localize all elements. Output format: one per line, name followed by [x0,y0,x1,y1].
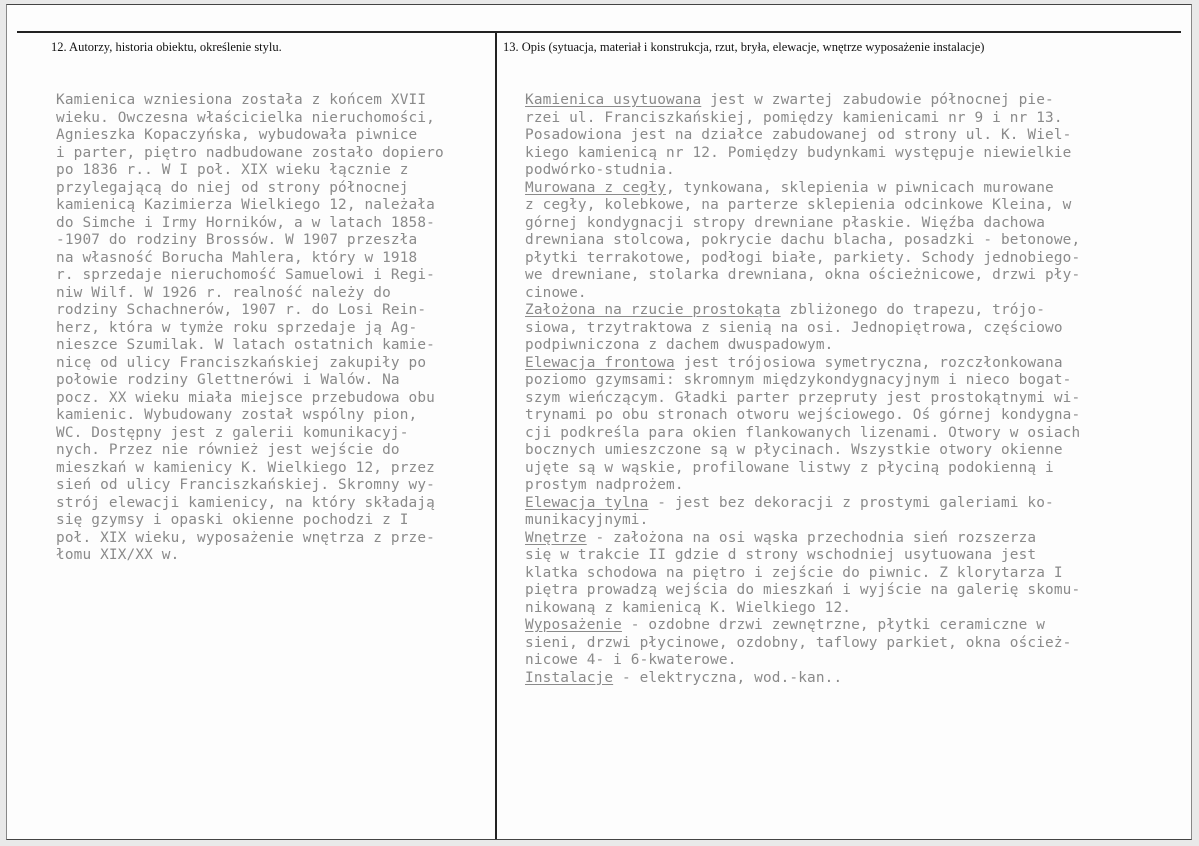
description-text-run: siowa, trzytraktowa z sienią na osi. Jednopiętrowa, częściowo [525,319,1063,336]
description-line [525,110,1080,128]
description-text-run: munikacyjnymi. [525,512,649,528]
description-text-run: - elektryczna, wod.-kan.. [613,669,843,686]
history-line: wieku. Owczesna właścicielka nieruchomości, [56,109,435,126]
description-text-run: nikowaną z kamienicą K. Wielkiego 12. [525,599,852,616]
description-text-run: cji podkreśla para okien flankowanych lizenami. Otwory w osiach [525,424,1081,441]
history-line: kamienicą Kazimierza Wielkiego 12, należała [56,197,435,213]
history-line: niw Wilf. W 1926 r. realność należy do [56,284,391,301]
description-line [525,197,1080,215]
description-text-run: poziomo gzymsami: skromnym międzykondygnacyjnym i nieco bogat- [525,372,1072,388]
history-line: herz, która w tymże roku sprzedaje ją Ag- [56,319,418,336]
description-line [525,442,1080,460]
description-text-run: jest w zwartej zabudowie północnej pie- [701,92,1054,108]
history-line: strój elewacji kamienicy, na który składają [56,494,435,511]
description-line [525,635,1080,653]
description-line [525,617,1080,635]
description-text-run: drewniana stolcowa, pokrycie dachu blacha, posadzki - betonowe, [525,232,1081,248]
description-text [525,92,1080,687]
description-text-run: płytki terrakotowe, podłogi białe, parkiety. Schody jednobiego- [525,249,1081,266]
section-label: Kamienica usytuowana [525,92,702,108]
description-line [525,477,1080,495]
history-line: nieszce Szumilak. W latach ostatnich kamie- [56,337,435,353]
document-sheet [6,4,1192,840]
description-line [525,407,1080,425]
history-line: Agnieszka Kopaczyńska, wybudowała piwnice [56,127,418,143]
description-text-run: , tynkowana, sklepienia w piwnicach murowane [666,179,1054,196]
description-line [525,232,1080,250]
history-line: się gzymsy i opaski okienne pochodzi z I [56,512,409,528]
description-line [525,582,1080,600]
history-line: sień od ulicy Franciszkańskiej. Skromny wy- [56,477,435,493]
section-label: Elewacja frontowa [525,354,675,371]
history-line: nych. Przez nie również jest wejście do [56,442,400,458]
description-line [525,495,1080,513]
description-text-run: piętra prowadzą wejścia do mieszkań i wyjście na galerię skomu- [525,582,1081,598]
description-line [525,565,1080,583]
section-label: Wyposażenie [525,617,622,633]
description-line [525,267,1080,285]
description-text-run: ujęte są w wąskie, profilowane listwy z płyciną podokienną i [525,459,1054,476]
history-line: Kamienica wzniesiona została z końcem XVII [56,92,427,108]
description-line [525,337,1080,355]
column-divider [495,31,497,839]
description-text-run: się w trakcie II gdzie d strony wschodniej usytuowana jest [525,547,1037,563]
history-line: rodziny Schachnerów, 1907 r. do Losi Rein- [56,302,427,318]
history-line: kamienic. Wybudowany został wspólny pion, [56,407,418,423]
description-line [525,92,1080,110]
history-line: WC. Dostępny jest z galerii komunikacyj- [56,424,409,441]
description-text-run: górnej kondygnacji stropy drewniane płaskie. Więźba dachowa [525,214,1046,231]
history-line: i parter, piętro nadbudowane zostało dopiero [56,144,444,161]
history-line: po 1836 r.. W I poł. XIX wieku łącznie z [56,162,409,178]
description-text-run: zbliżonego do trapezu, trójo- [780,302,1046,318]
description-text-run: szym wieńczącym. Gładki parter przepruty jest prostokątnymi wi- [525,389,1081,406]
description-line [525,460,1080,478]
description-text-run: sieni, drzwi płycinowe, ozdobny, taflowy parkiet, okna oścież- [525,634,1072,651]
history-line: mieszkań w kamienicy K. Wielkiego 12, przez [56,459,435,476]
description-text-run: bocznych umieszczone są w płycinach. Wszystkie otwory okienne [525,442,1063,458]
description-text-run: podwórko-studnia. [525,162,675,178]
section-label: Założona na rzucie prostokąta [525,302,781,318]
description-line [525,355,1080,373]
history-line: przylegającą do niej od strony północnej [56,179,409,196]
description-text-run: z cegły, kolebkowe, na parterze sklepienia odcinkowe Kleina, w [525,197,1072,213]
description-text-run: kiego kamienicą nr 12. Pomiędzy budynkami występuje niewielkie [525,144,1072,161]
description-text-run: klatka schodowa na piętro i zejście do piwnic. Z klorytarza I [525,564,1063,581]
description-line [525,320,1080,338]
history-line: nicę od ulicy Franciszkańskiej zakupiły po [56,354,427,371]
section-12-heading: 12. Autorzy, historia obiektu, określenie stylu. [51,40,282,54]
section-label: Elewacja tylna [525,494,649,511]
description-text-run: rzei ul. Franciszkańskiej, pomiędzy kamienicami nr 9 i nr 13. [525,109,1063,126]
description-text-run: we drewniane, stolarka drewniana, okna ościeżnicowe, drzwi pły- [525,267,1081,283]
description-text-run: prostym nadprożem. [525,477,684,493]
history-line: połowie rodziny Glettnerówi i Walów. Na [56,372,400,388]
description-line [525,127,1080,145]
description-text-run: - ozdobne drzwi zewnętrzne, płytki ceramiczne w [621,617,1046,633]
history-text [56,92,444,565]
history-line: r. sprzedaje nieruchomość Samuelowi i Regi- [56,267,435,283]
description-line [525,372,1080,390]
description-text-run: cinowe. [525,284,587,301]
description-line [525,180,1080,198]
description-text-run: trynami po obu stronach otworu wejściowego. Oś górnej kondygna- [525,407,1081,423]
history-line: poł. XIX wieku, wyposażenie wnętrza z prze- [56,529,435,546]
description-line [525,145,1080,163]
history-line: na własność Borucha Mahlera, który w 1918 [56,249,418,266]
description-text-run: Posadowiona jest na działce zabudowanej od strony ul. K. Wiel- [525,127,1072,143]
section-13-heading: 13. Opis (sytuacja, materiał i konstrukcja, rzut, bryła, elewacje, wnętrze wyposażenie instalacje) [503,40,985,54]
section-label: Murowana z cegły [525,179,667,196]
description-text-run: nicowe 4- i 6-kwaterowe. [525,652,737,668]
section-label: Instalacje [525,669,614,686]
header-rule [17,31,1181,33]
description-line [525,390,1080,408]
history-line: łomu XIX/XX w. [56,547,180,563]
description-line [525,425,1080,443]
description-line [525,285,1080,303]
history-line: -1907 do rodziny Brossów. W 1907 przeszła [56,232,418,248]
section-label: Wnętrze [525,529,587,546]
description-line [525,215,1080,233]
description-line [525,250,1080,268]
description-line [525,302,1080,320]
description-text-run: - założona na osi wąska przechodnia sień rozszerza [586,529,1037,546]
description-line [525,162,1080,180]
description-line [525,600,1080,618]
description-line [525,530,1080,548]
description-text-run: - jest bez dekoracji z prostymi galeriami ko- [648,494,1054,511]
description-text-run: podpiwniczona z dachem dwuspadowym. [525,337,834,353]
history-line: pocz. XX wieku miała miejsce przebudowa obu [56,389,435,406]
description-line [525,652,1080,670]
description-text-run: jest trójosiowa symetryczna, rozczłonkowana [674,354,1063,371]
description-line [525,670,1080,688]
history-line: do Simche i Irmy Horników, a w latach 1858- [56,214,435,231]
description-line [525,512,1080,530]
description-line [525,547,1080,565]
